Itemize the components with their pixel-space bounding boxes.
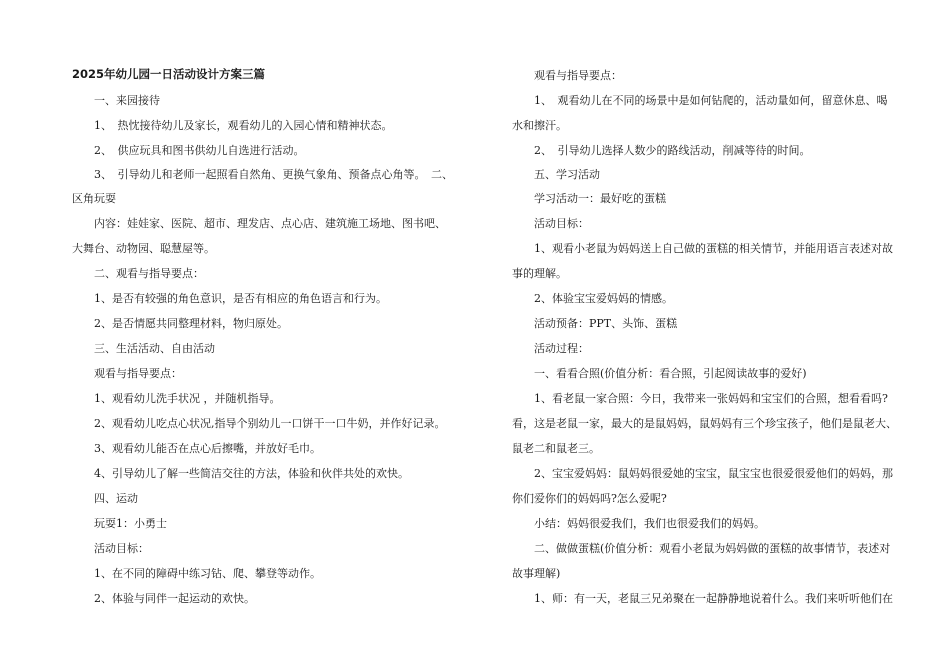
text-line: 2、宝宝爱妈妈：鼠妈妈很爱她的宝宝，鼠宝宝也很爱很爱他们的妈妈，那: [512, 467, 893, 480]
text-line: 小结：妈妈很爱我们，我们也很爱我们的妈妈。: [512, 517, 765, 530]
text-line: 活动过程：: [512, 342, 589, 355]
text-line: 1、看老鼠一家合照：今日，我带来一张妈妈和宝宝们的合照，想看看吗?: [512, 392, 888, 405]
text-line: 一、看看合照(价值分析：看合照，引起阅读故事的爱好): [512, 367, 807, 380]
text-line: 2、 供应玩具和图书供幼儿自选进行活动。: [72, 144, 305, 157]
text-line: 你们爱你们的妈妈吗?怎么爱呢?: [512, 492, 667, 505]
text-line: 四、运动: [72, 492, 138, 505]
text-line: 二、观看与指导要点：: [72, 267, 204, 280]
text-line: 三、生活活动、自由活动: [72, 342, 215, 355]
text-line: 大舞台、动物园、聪慧屋等。: [72, 242, 215, 255]
text-line: 2、体验与同伴一起运动的欢快。: [72, 592, 255, 605]
text-line: 1、观看小老鼠为妈妈送上自己做的蛋糕的相关情节，并能用语言表述对故: [512, 242, 893, 255]
text-line: 区角玩耍: [72, 192, 116, 205]
text-line: 2、体验宝宝爱妈妈的情感。: [512, 292, 673, 305]
text-line: 水和擦汗。: [512, 119, 567, 132]
text-line: 4、引导幼儿了解一些简洁交往的方法，体验和伙伴共处的欢快。: [72, 467, 409, 480]
text-line: 活动目标：: [512, 217, 589, 230]
document-title: 2025年幼儿园一日活动设计方案三篇: [72, 67, 266, 81]
text-line: 3、 引导幼儿和老师一起照看自然角、更换气象角、预备点心角等。 二、: [72, 168, 453, 181]
text-line: 观看与指导要点：: [512, 69, 622, 82]
text-line: 1、 热忱接待幼儿及家长，观看幼儿的入园心情和精神状态。: [72, 119, 393, 132]
text-line: 1、师：有一天，老鼠三兄弟聚在一起静静地说着什么。我们来听听他们在: [512, 592, 893, 605]
text-line: 看，这是老鼠一家，最大的是鼠妈妈，鼠妈妈有三个珍宝孩子，他们是鼠老大、: [512, 417, 897, 430]
text-line: 1、在不同的障碍中练习钻、爬、攀登等动作。: [72, 567, 321, 580]
text-line: 故事理解): [512, 567, 561, 580]
text-line: 1、 观看幼儿在不同的场景中是如何钻爬的，活动量如何，留意休息、喝: [512, 94, 888, 107]
text-line: 2、 引导幼儿选择人数少的路线活动，削减等待的时间。: [512, 144, 811, 157]
text-line: 事的理解。: [512, 267, 567, 280]
text-line: 活动预备：PPT、头饰、蛋糕: [512, 317, 678, 330]
text-line: 五、学习活动: [512, 168, 600, 181]
text-line: 二、做做蛋糕(价值分析：观看小老鼠为妈妈做的蛋糕的故事情节，表述对: [512, 542, 891, 555]
text-line: 一、来园接待: [72, 94, 160, 107]
text-line: 3、观看幼儿能否在点心后擦嘴，并放好毛巾。: [72, 442, 321, 455]
text-line: 活动目标：: [72, 542, 149, 555]
text-line: 观看与指导要点：: [72, 367, 182, 380]
text-line: 1、是否有较强的角色意识，是否有相应的角色语言和行为。: [72, 292, 387, 305]
text-line: 学习活动一：最好吃的蛋糕: [512, 192, 666, 205]
text-line: 鼠老二和鼠老三。: [512, 442, 600, 455]
text-line: 内容：娃娃家、医院、超市、理发店、点心店、建筑施工场地、图书吧、: [72, 217, 446, 230]
text-line: 1、观看幼儿洗手状况 ，并随机指导。: [72, 392, 281, 405]
text-line: 2、观看幼儿吃点心状况,指导个别幼儿一口饼干一口牛奶，并作好记录。: [72, 417, 446, 430]
text-line: 玩耍1：小勇士: [72, 517, 167, 530]
text-line: 2、是否情愿共同整理材料，物归原处。: [72, 317, 288, 330]
